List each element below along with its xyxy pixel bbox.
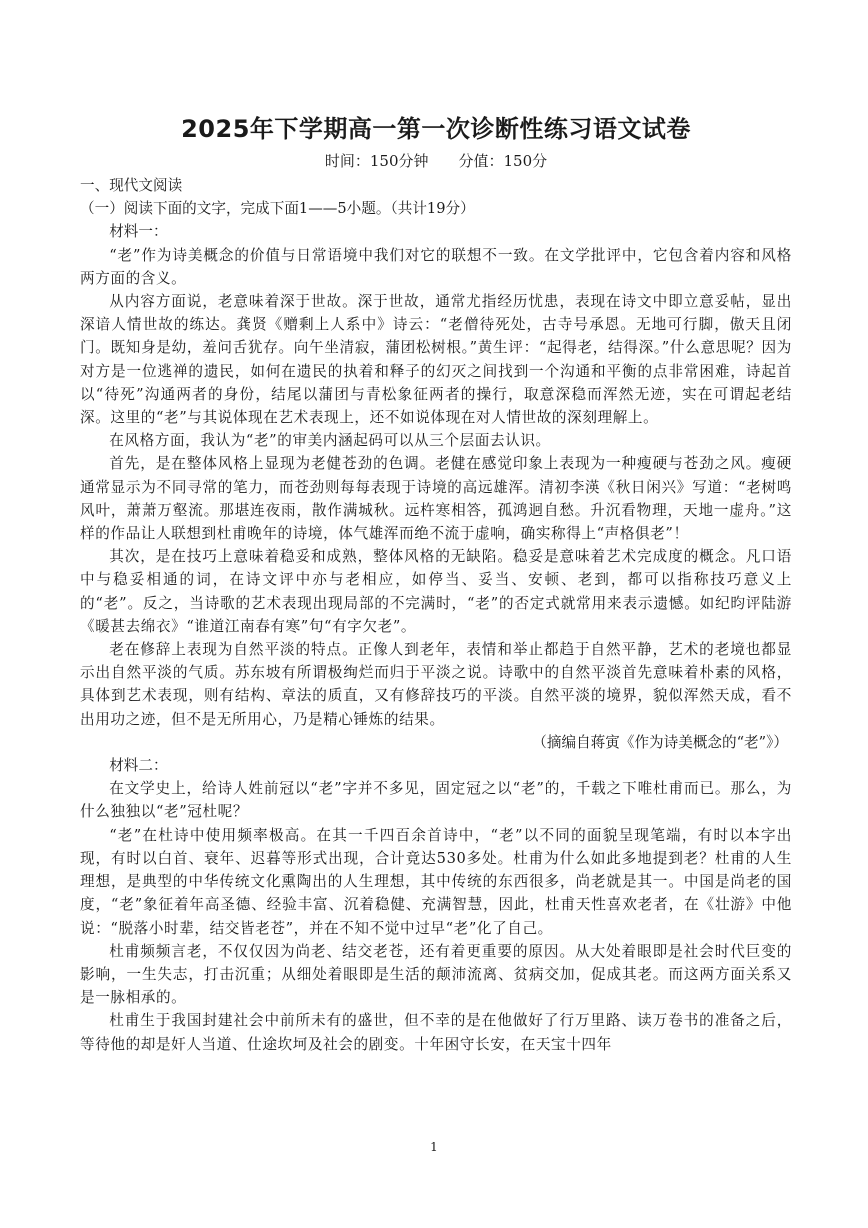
paragraph: 从内容方面说，老意味着深于世故。深于世故，通常尤指经历忧患，表现在诗文中即立意妥帖，显出深谙人情世故的练达。龚贤《赠剩上人系中》诗云：“老僧待死处，古寺号承恩。无地可行脚，傲天且闭门。既知身是幼，羞问舌犹存。向午坐清寂，蒲团松树根。”黄生评：“起得老，结得深。”什么意思呢？因为对方是一位逃禅的遗民，如何在遗民的执着和释子的幻灭之间找到一个沟通和平衡的点非常困难，诗起首以“待死”沟通两者的身份，结尾以蒲团与青松象征两者的操行，取意深稳而浑然无迹，实在可谓起老结深。这里的“老”与其说体现在艺术表现上，还不如说体现在对人情世故的深刻理解上。 <box>80 293 792 427</box>
exam-title: 2025年下学期高一第一次诊断性练习语文试卷 <box>181 115 691 143</box>
paragraph: 老在修辞上表现为自然平淡的特点。正像人到老年，表情和举止都趋于自然平静，艺术的老境也都显示出自然平淡的气质。苏东坡有所谓极绚烂而归于平淡之说。诗歌中的自然平淡首先意味着朴素的风格，具体到艺术表现，则有结构、章法的质直，又有修辞技巧的平淡。自然平淡的境界，貌似浑然天成，看不出用功之迹，但不是无所用心，乃是精心锤炼的结果。 <box>80 641 792 728</box>
paragraph: 杜甫频频言老，不仅仅因为尚老、结交老苍，还有着更重要的原因。从大处着眼即是社会时代巨变的影响，一生失志，打击沉重；从细处着眼即是生活的颠沛流离、贫病交加，促成其老。而这两方面关系又是一脉相承的。 <box>80 942 792 1007</box>
paragraph: “老”在杜诗中使用频率极高。在其一千四百余首诗中，“老”以不同的面貌呈现笔端，有时以本字出现，有时以白首、衰年、迟暮等形式出现，合计竟达530多处。杜甫为什么如此多地提到老？杜甫的人生理想，是典型的中华传统文化熏陶出的人生理想，其中传统的东西很多，尚老就是其一。中国是尚老的国度，“老”象征着年高圣德、经验丰富、沉着稳健、充满智慧，因此，杜甫天性喜欢老者，在《壮游》中他说：“脱落小时辈，结交皆老苍”，并在不知不觉中过早“老”化了自己。 <box>80 826 792 937</box>
paragraph: 其次，是在技巧上意味着稳妥和成熟，整体风格的无缺陷。稳妥是意味着艺术完成度的概念。凡口语中与稳妥相通的词，在诗文评中亦与老相应，如停当、妥当、安顿、老到，都可以指称技巧意义上的“老”。反之，当诗歌的艺术表现出现局部的不完满时，“老”的否定式就常用来表示遗憾。如纪昀评陆游《暖甚去绵衣》“谁道江南春有寒”句“有字欠老”。 <box>80 548 792 635</box>
material-one-label: 材料一： <box>109 223 168 241</box>
paragraph: 在文学史上，给诗人姓前冠以“老”字并不多见，固定冠之以“老”的，千载之下唯杜甫而已。那么，为什么独独以“老”冠杜呢？ <box>80 780 792 821</box>
section-heading: 一、现代文阅读 <box>80 177 183 194</box>
material-two-label: 材料二： <box>109 757 168 775</box>
material-one-source: （摘编自蒋寅《作为诗美概念的“老”》） <box>532 733 788 751</box>
exam-meta: 时间：150分钟 分值：150分 <box>324 152 548 170</box>
paragraph: 首先，是在整体风格上显现为老健苍劲的色调。老健在感觉印象上表现为一种瘦硬与苍劲之风。瘦硬通常显示为不同寻常的笔力，而苍劲则每每表现于诗境的高远雄浑。清初李渶《秋日闲兴》写道：“老树鸣风叶，萧萧万壑流。那堪连夜雨，散作满城秋。远杵寒相答，孤鸿迥自愁。升沉看物理，天地一虚舟。”这样的作品让人联想到杜甫晚年的诗境，体气雄浑而绝不流于虚响，确实称得上“声格俱老”！ <box>80 455 792 543</box>
subsection-heading: （一）阅读下面的文字，完成下面1——5小题。（共计19分） <box>80 200 475 218</box>
paragraph: 在风格方面，我认为“老”的审美内涵起码可以从三个层面去认识。 <box>109 432 551 450</box>
page-number: 1 <box>430 1140 438 1154</box>
paragraph: 杜甫生于我国封建社会中前所未有的盛世，但不幸的是在他做好了行万里路、读万卷书的准备之后，等待他的却是奸人当道、仕途坎坷及社会的剧变。十年困守长安，在天宝十四年 <box>80 1012 792 1053</box>
exam-page <box>80 112 792 1056</box>
paragraph: “老”作为诗美概念的价值与日常语境中我们对它的联想不一致。在文学批评中，它包含着内容和风格两方面的含义。 <box>80 246 792 287</box>
